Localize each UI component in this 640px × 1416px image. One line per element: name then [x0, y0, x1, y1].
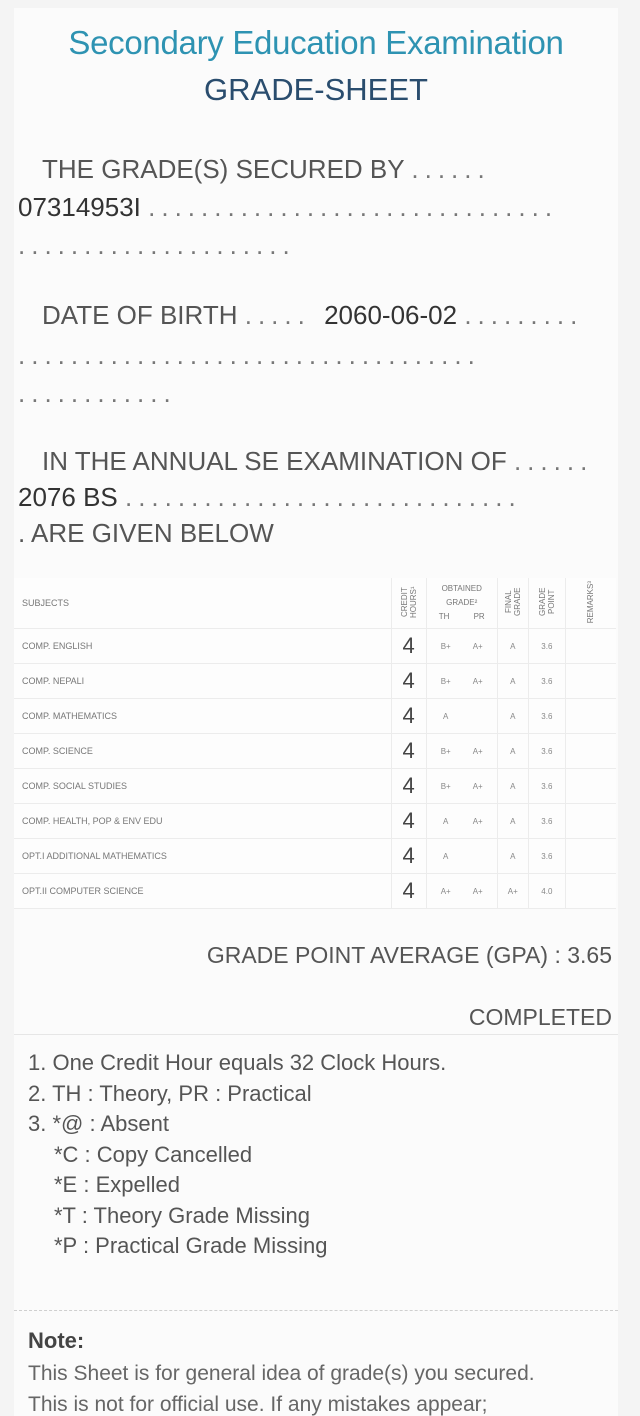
final-grade-cell: A — [497, 664, 528, 699]
final-grade-cell: A — [497, 734, 528, 769]
final-grade-cell: A — [497, 839, 528, 874]
remarks-cell — [565, 664, 616, 699]
subject-cell: OPT.II COMPUTER SCIENCE — [14, 874, 391, 909]
footnote-item: 1. One Credit Hour equals 32 Clock Hours. — [28, 1050, 447, 1075]
remarks-cell — [565, 629, 616, 664]
page-subtitle: GRADE-SHEET — [204, 72, 428, 107]
table-row — [14, 629, 616, 664]
obtained-cell: A — [426, 699, 497, 734]
footnote-item: *C : Copy Cancelled — [54, 1141, 253, 1167]
credit-cell: 4 — [391, 699, 426, 734]
footnote-item: 3. *@ : Absent — [28, 1111, 169, 1136]
obtained-cell: A+ A+ — [426, 874, 497, 909]
subject-cell: OPT.I ADDITIONAL MATHEMATICS — [14, 839, 391, 874]
table-row — [14, 839, 616, 874]
grade-point-cell: 3.6 — [528, 699, 565, 734]
final-grade-cell: A+ — [497, 874, 528, 909]
credit-cell: 4 — [391, 804, 426, 839]
dotted-line: ..................... — [18, 230, 296, 260]
remarks-cell — [565, 839, 616, 874]
final-grade-cell: A — [497, 804, 528, 839]
table-row — [14, 804, 616, 839]
divider — [14, 1310, 618, 1311]
table-row — [14, 769, 616, 804]
obtained-cell: A — [426, 839, 497, 874]
grade-point-cell: 3.6 — [528, 839, 565, 874]
grade-point-cell: 3.6 — [528, 629, 565, 664]
header-subjects: SUBJECTS — [14, 578, 391, 629]
subject-cell: COMP. HEALTH, POP & ENV EDU — [14, 804, 391, 839]
note-line: This is not for official use. If any mistakes appear; — [28, 1393, 488, 1416]
table-row — [14, 699, 616, 734]
subject-cell: COMP. NEPALI — [14, 664, 391, 699]
footnotes — [28, 1048, 446, 1262]
dob-line: DATE OF BIRTH ..... 2060-06-02 ......... — [42, 300, 584, 330]
secured-by-label: THE GRADE(S) SECURED BY — [42, 154, 405, 184]
obtained-cell: B+ A+ — [426, 769, 497, 804]
note-line: This Sheet is for general idea of grade(s) you secured. — [28, 1362, 535, 1385]
credit-cell: 4 — [391, 664, 426, 699]
grade-point-cell: 4.0 — [528, 874, 565, 909]
remarks-cell — [565, 874, 616, 909]
subject-cell: COMP. ENGLISH — [14, 629, 391, 664]
note-text — [28, 1358, 535, 1416]
obtained-cell: B+ A+ — [426, 734, 497, 769]
symbol-line: 07314953I ............................... — [18, 192, 559, 222]
credit-cell: 4 — [391, 629, 426, 664]
divider — [14, 1034, 618, 1035]
grade-sheet — [14, 8, 618, 1416]
credit-cell: 4 — [391, 874, 426, 909]
grade-point-cell: 3.6 — [528, 804, 565, 839]
credit-cell: 4 — [391, 839, 426, 874]
footnote-item: *T : Theory Grade Missing — [54, 1202, 310, 1228]
exam-year-line: 2076 BS .............................. — [18, 482, 522, 512]
symbol-number: 07314953I — [18, 192, 141, 222]
footnote-item: *E : Expelled — [54, 1172, 180, 1197]
page-title: Secondary Education Examination — [68, 24, 564, 61]
status-text: COMPLETED — [468, 1004, 612, 1030]
header-obtained: OBTAINED GRADE² TH PR — [426, 578, 497, 629]
remarks-cell — [565, 734, 616, 769]
remarks-cell — [565, 769, 616, 804]
table-row — [14, 734, 616, 769]
header-grade-point: GRADE POINT — [528, 578, 565, 629]
footnote-item: *P : Practical Grade Missing — [54, 1233, 328, 1258]
obtained-cell: A A+ — [426, 804, 497, 839]
table-row — [14, 664, 616, 699]
exam-year: 2076 BS — [18, 482, 118, 512]
grades-table — [14, 578, 616, 909]
grade-point-cell: 3.6 — [528, 769, 565, 804]
note-heading: Note: — [28, 1328, 85, 1353]
secured-by-line: THE GRADE(S) SECURED BY ...... — [42, 154, 491, 184]
table-row — [14, 874, 616, 909]
exam-label: IN THE ANNUAL SE EXAMINATION OF — [42, 446, 507, 476]
header-remarks: REMARKS³ — [565, 578, 616, 629]
header-credit: CREDIT HOURS¹ — [391, 578, 426, 629]
exam-line: IN THE ANNUAL SE EXAMINATION OF ...... — [42, 446, 594, 476]
obtained-cell: B+ A+ — [426, 664, 497, 699]
footnote-item: 2. TH : Theory, PR : Practical — [28, 1080, 312, 1106]
subject-cell: COMP. SOCIAL STUDIES — [14, 769, 391, 804]
subject-cell: COMP. MATHEMATICS — [14, 699, 391, 734]
final-grade-cell: A — [497, 699, 528, 734]
remarks-cell — [565, 699, 616, 734]
dotted-line: ................................... — [18, 340, 481, 370]
grade-point-cell: 3.6 — [528, 664, 565, 699]
dob-label: DATE OF BIRTH — [42, 300, 238, 330]
exam-suffix: . ARE GIVEN BELOW — [18, 518, 274, 548]
final-grade-cell: A — [497, 629, 528, 664]
dob-value: 2060-06-02 — [324, 300, 458, 330]
header-final-grade: FINAL GRADE — [497, 578, 528, 629]
gpa-text: GRADE POINT AVERAGE (GPA) : 3.65 — [206, 942, 612, 968]
credit-cell: 4 — [391, 734, 426, 769]
credit-cell: 4 — [391, 769, 426, 804]
final-grade-cell: A — [497, 769, 528, 804]
subject-cell: COMP. SCIENCE — [14, 734, 391, 769]
remarks-cell — [565, 804, 616, 839]
dotted-line: ............ — [18, 378, 177, 408]
grade-point-cell: 3.6 — [528, 734, 565, 769]
obtained-cell: B+ A+ — [426, 629, 497, 664]
